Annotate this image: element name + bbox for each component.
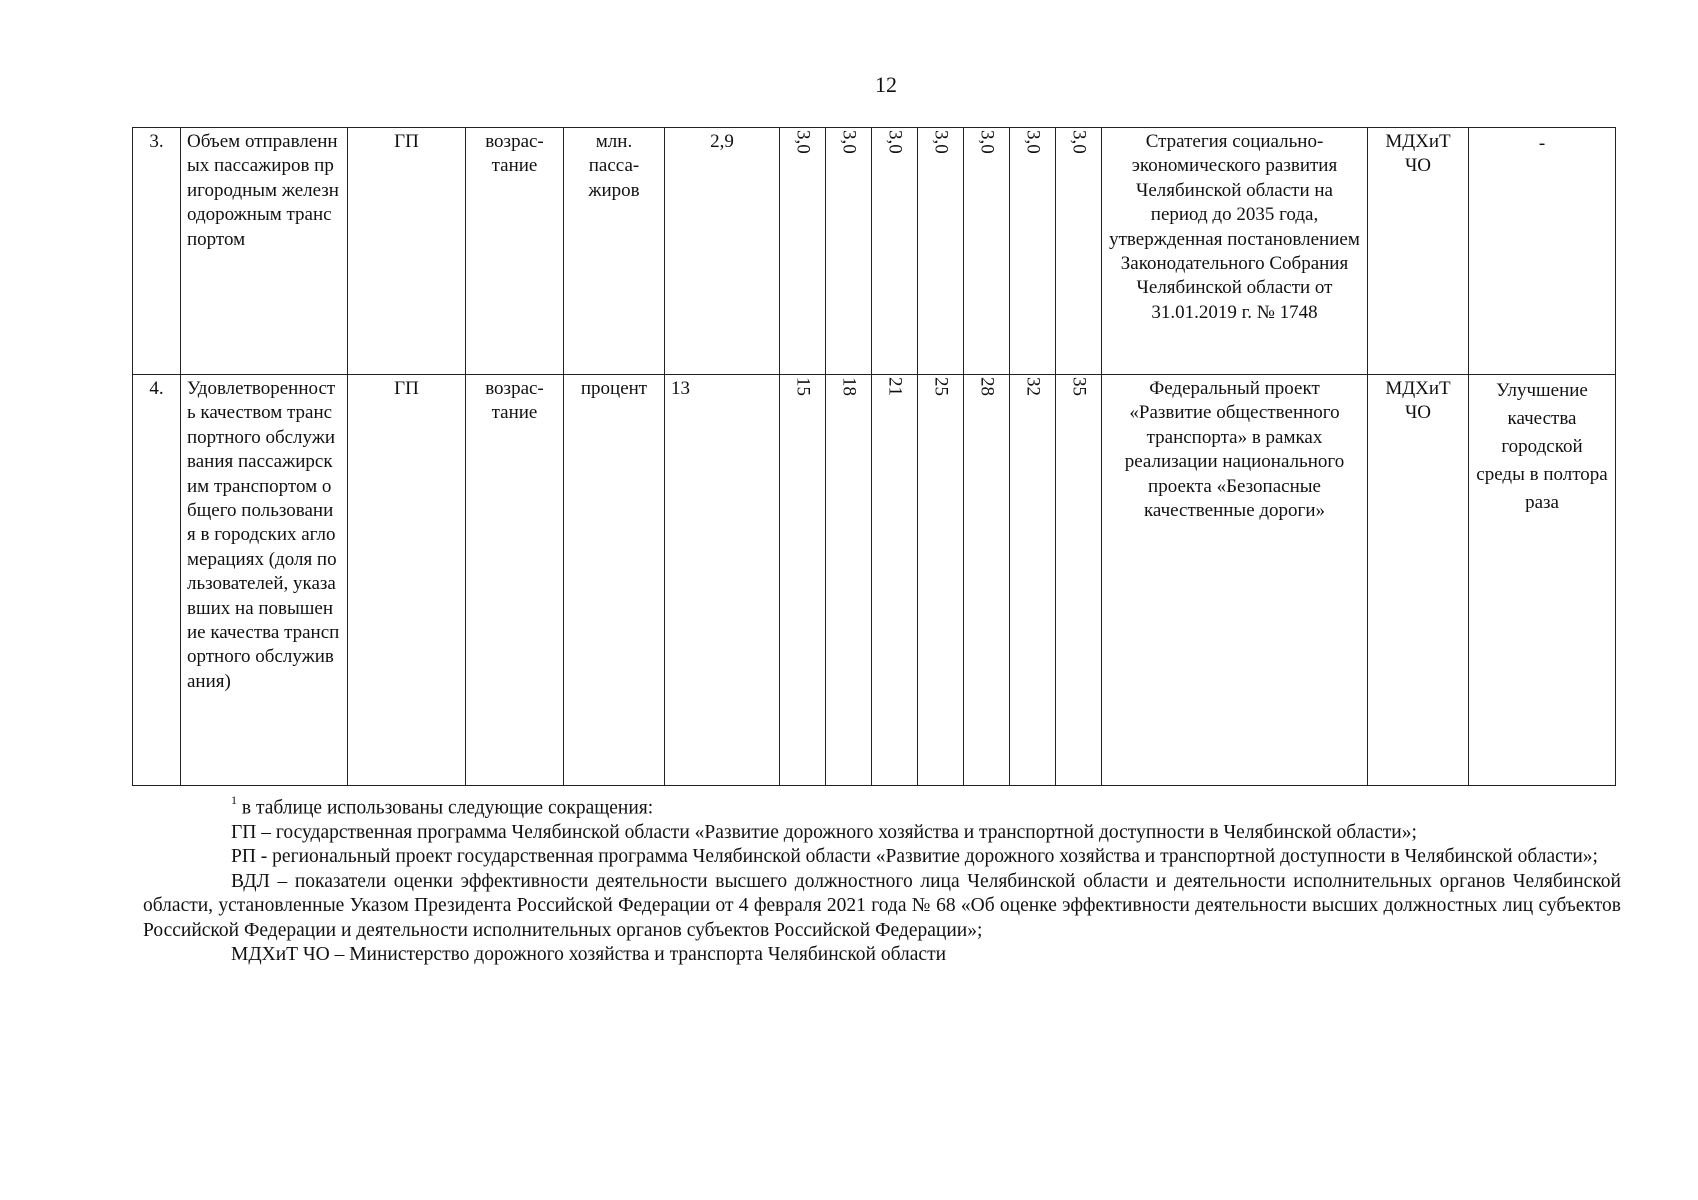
year-value: 3,0 [1068,130,1090,154]
footnote-intro-text: в таблице использованы следующие сокращения: [241,797,654,819]
year-value-cell [964,128,1010,375]
year-value-cell [918,375,964,786]
footnote-marker: 1 [231,793,237,807]
year-value: 21 [884,377,906,396]
year-value-cell [1010,375,1056,786]
indicators-table [132,127,1616,786]
indicator-unit: млн. пасса-жиров [564,128,665,375]
year-value-cell [872,375,918,786]
expected-effect: - [1469,128,1616,375]
year-value: 28 [976,377,998,396]
footnotes [143,790,1621,967]
indicator-level: ГП [348,375,466,786]
indicator-unit: процент [564,375,665,786]
year-value-cell [826,128,872,375]
footnote-item: МДХиТ ЧО – Министерство дорожного хозяйства и транспорта Челябинской области [231,943,947,965]
year-value-cell [918,128,964,375]
responsible-body: МДХиТ ЧО [1368,128,1469,375]
year-value: 32 [1022,377,1044,396]
responsible-body: МДХиТ ЧО [1368,375,1469,786]
year-value: 3,0 [792,130,814,154]
indicator-level: ГП [348,128,466,375]
indicator-name: Объем отправленных пассажиров пригородным железнодорожным транспортом [181,128,348,375]
year-value-cell [872,128,918,375]
table-row [133,128,1616,375]
row-number: 4. [133,375,181,786]
source-document: Федеральный проект «Развитие общественного транспорта» в рамках реализации национального проекта «Безопасные качественные дороги» [1102,375,1368,786]
footnote-intro [143,790,1621,821]
year-value-cell [780,375,826,786]
year-value: 3,0 [884,130,906,154]
indicator-trend: возрас-тание [466,375,564,786]
year-value-cell [1056,128,1102,375]
year-value-cell [780,128,826,375]
footnote-item: ВДЛ – показатели оценки эффективности деятельности высшего должностного лица Челябинской области и деятельности исполнительных органов Челябинской области, установленные Указом Президента Российской Федерации от 4 февраля 2021 года № 68 «Об оценке эффективности деятельности высших должностных лиц субъектов Российской Федерации и деятельности исполнительных органов субъектов Российской Федерации»; [143,870,1621,941]
base-value: 13 [665,375,780,786]
expected-effect: Улучшение качества городской среды в полтора раза [1469,375,1616,786]
footnote-item: ГП – государственная программа Челябинской области «Развитие дорожного хозяйства и транспортной доступности в Челябинской области»; [231,821,1417,843]
row-number: 3. [133,128,181,375]
base-value: 2,9 [665,128,780,375]
year-value: 3,0 [976,130,998,154]
table-row [133,375,1616,786]
year-value: 18 [838,377,860,396]
year-value: 3,0 [930,130,952,154]
page-number: 12 [875,72,897,97]
year-value-cell [1056,375,1102,786]
source-document: Стратегия социально-экономического развития Челябинской области на период до 2035 года, утвержденная постановлением Законодательного Собрания Челябинской области от 31.01.2019 г. № 1748 [1102,128,1368,375]
year-value-cell [1010,128,1056,375]
year-value-cell [964,375,1010,786]
year-value: 25 [930,377,952,396]
year-value-cell [826,375,872,786]
footnote-item: РП - региональный проект государственная программа Челябинской области «Развитие дорожного хозяйства и транспортной доступности в Челябинской области»; [231,846,1598,868]
year-value: 35 [1068,377,1090,396]
year-value: 3,0 [838,130,860,154]
indicator-name: Удовлетворенность качеством транспортного обслуживания пассажирским транспортом общего пользования в городских агломерациях (доля пользователей, указавших на повышение качества транспортного обслуживания) [181,375,348,786]
indicator-trend: возрас-тание [466,128,564,375]
year-value: 15 [792,377,814,396]
year-value: 3,0 [1022,130,1044,154]
